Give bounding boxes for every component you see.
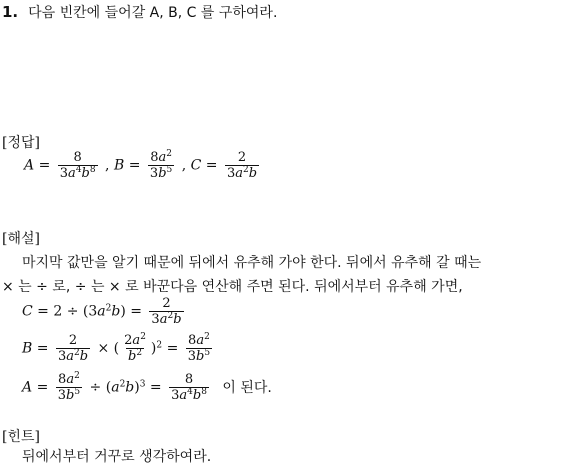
answer-a-num: 8 xyxy=(73,150,82,165)
answer-a-den: $3a^4b^8$ xyxy=(59,165,96,181)
explanation-line-2: × 는 ÷ 로, ÷ 는 × 로 바꾼다음 연산해 주면 된다. 뒤에서부터 유추해 가면, xyxy=(2,279,463,295)
explanation-line-1: 마지막 값만을 알기 때문에 뒤에서 유추해 가야 한다. 뒤에서 유추해 갈 때는 xyxy=(22,255,482,271)
answer-c-fraction xyxy=(225,150,259,181)
question-number: 1. xyxy=(2,3,19,21)
explanation-header: [해설] xyxy=(2,231,40,247)
answer-c-den: $3a^2b$ xyxy=(226,165,258,181)
answer-b-label: B xyxy=(113,157,125,174)
derivation-a: A = $\frac{8a^2}{3b^5}$ ÷ $(a^2b)^3$ = $\frac{8}{3a^4b^8}$ 이 된다. xyxy=(22,371,272,403)
hint-header: [힌트] xyxy=(2,429,40,445)
answer-c-label: C xyxy=(190,157,202,174)
derivation-tail: 이 된다. xyxy=(222,379,272,396)
answer-c-num: 2 xyxy=(237,150,247,165)
answer-a-fraction xyxy=(58,150,98,181)
answer-line: A = $\frac{8}{3a^4b^8}$ , B = $\frac{8a^2}{3b^5}$ , C = $\frac{2}{3a^2b}$ xyxy=(24,149,258,181)
derivation-b: B = $\frac{2}{3a^2b}$ × ( $\frac{2a^2}{b^2}$ )$^2$ = $\frac{8a^2}{3b^5}$ xyxy=(22,332,211,364)
question xyxy=(2,2,277,22)
hint-text: 뒤에서부터 거꾸로 생각하여라. xyxy=(22,449,212,465)
answer-b-den: $3b^5$ xyxy=(149,165,173,181)
answer-b-fraction xyxy=(148,150,174,181)
answer-header: [정답] xyxy=(2,135,40,151)
answer-a-label: A xyxy=(24,157,35,174)
derivation-c: $C = 2 \div (3a^2b)$ = $\frac{2}{3a^2b}$ xyxy=(22,296,182,327)
answer-b-num: $8a^2$ xyxy=(150,149,172,165)
question-text: 다음 빈칸에 들어갈 A, B, C 를 구하여라. xyxy=(28,5,278,21)
